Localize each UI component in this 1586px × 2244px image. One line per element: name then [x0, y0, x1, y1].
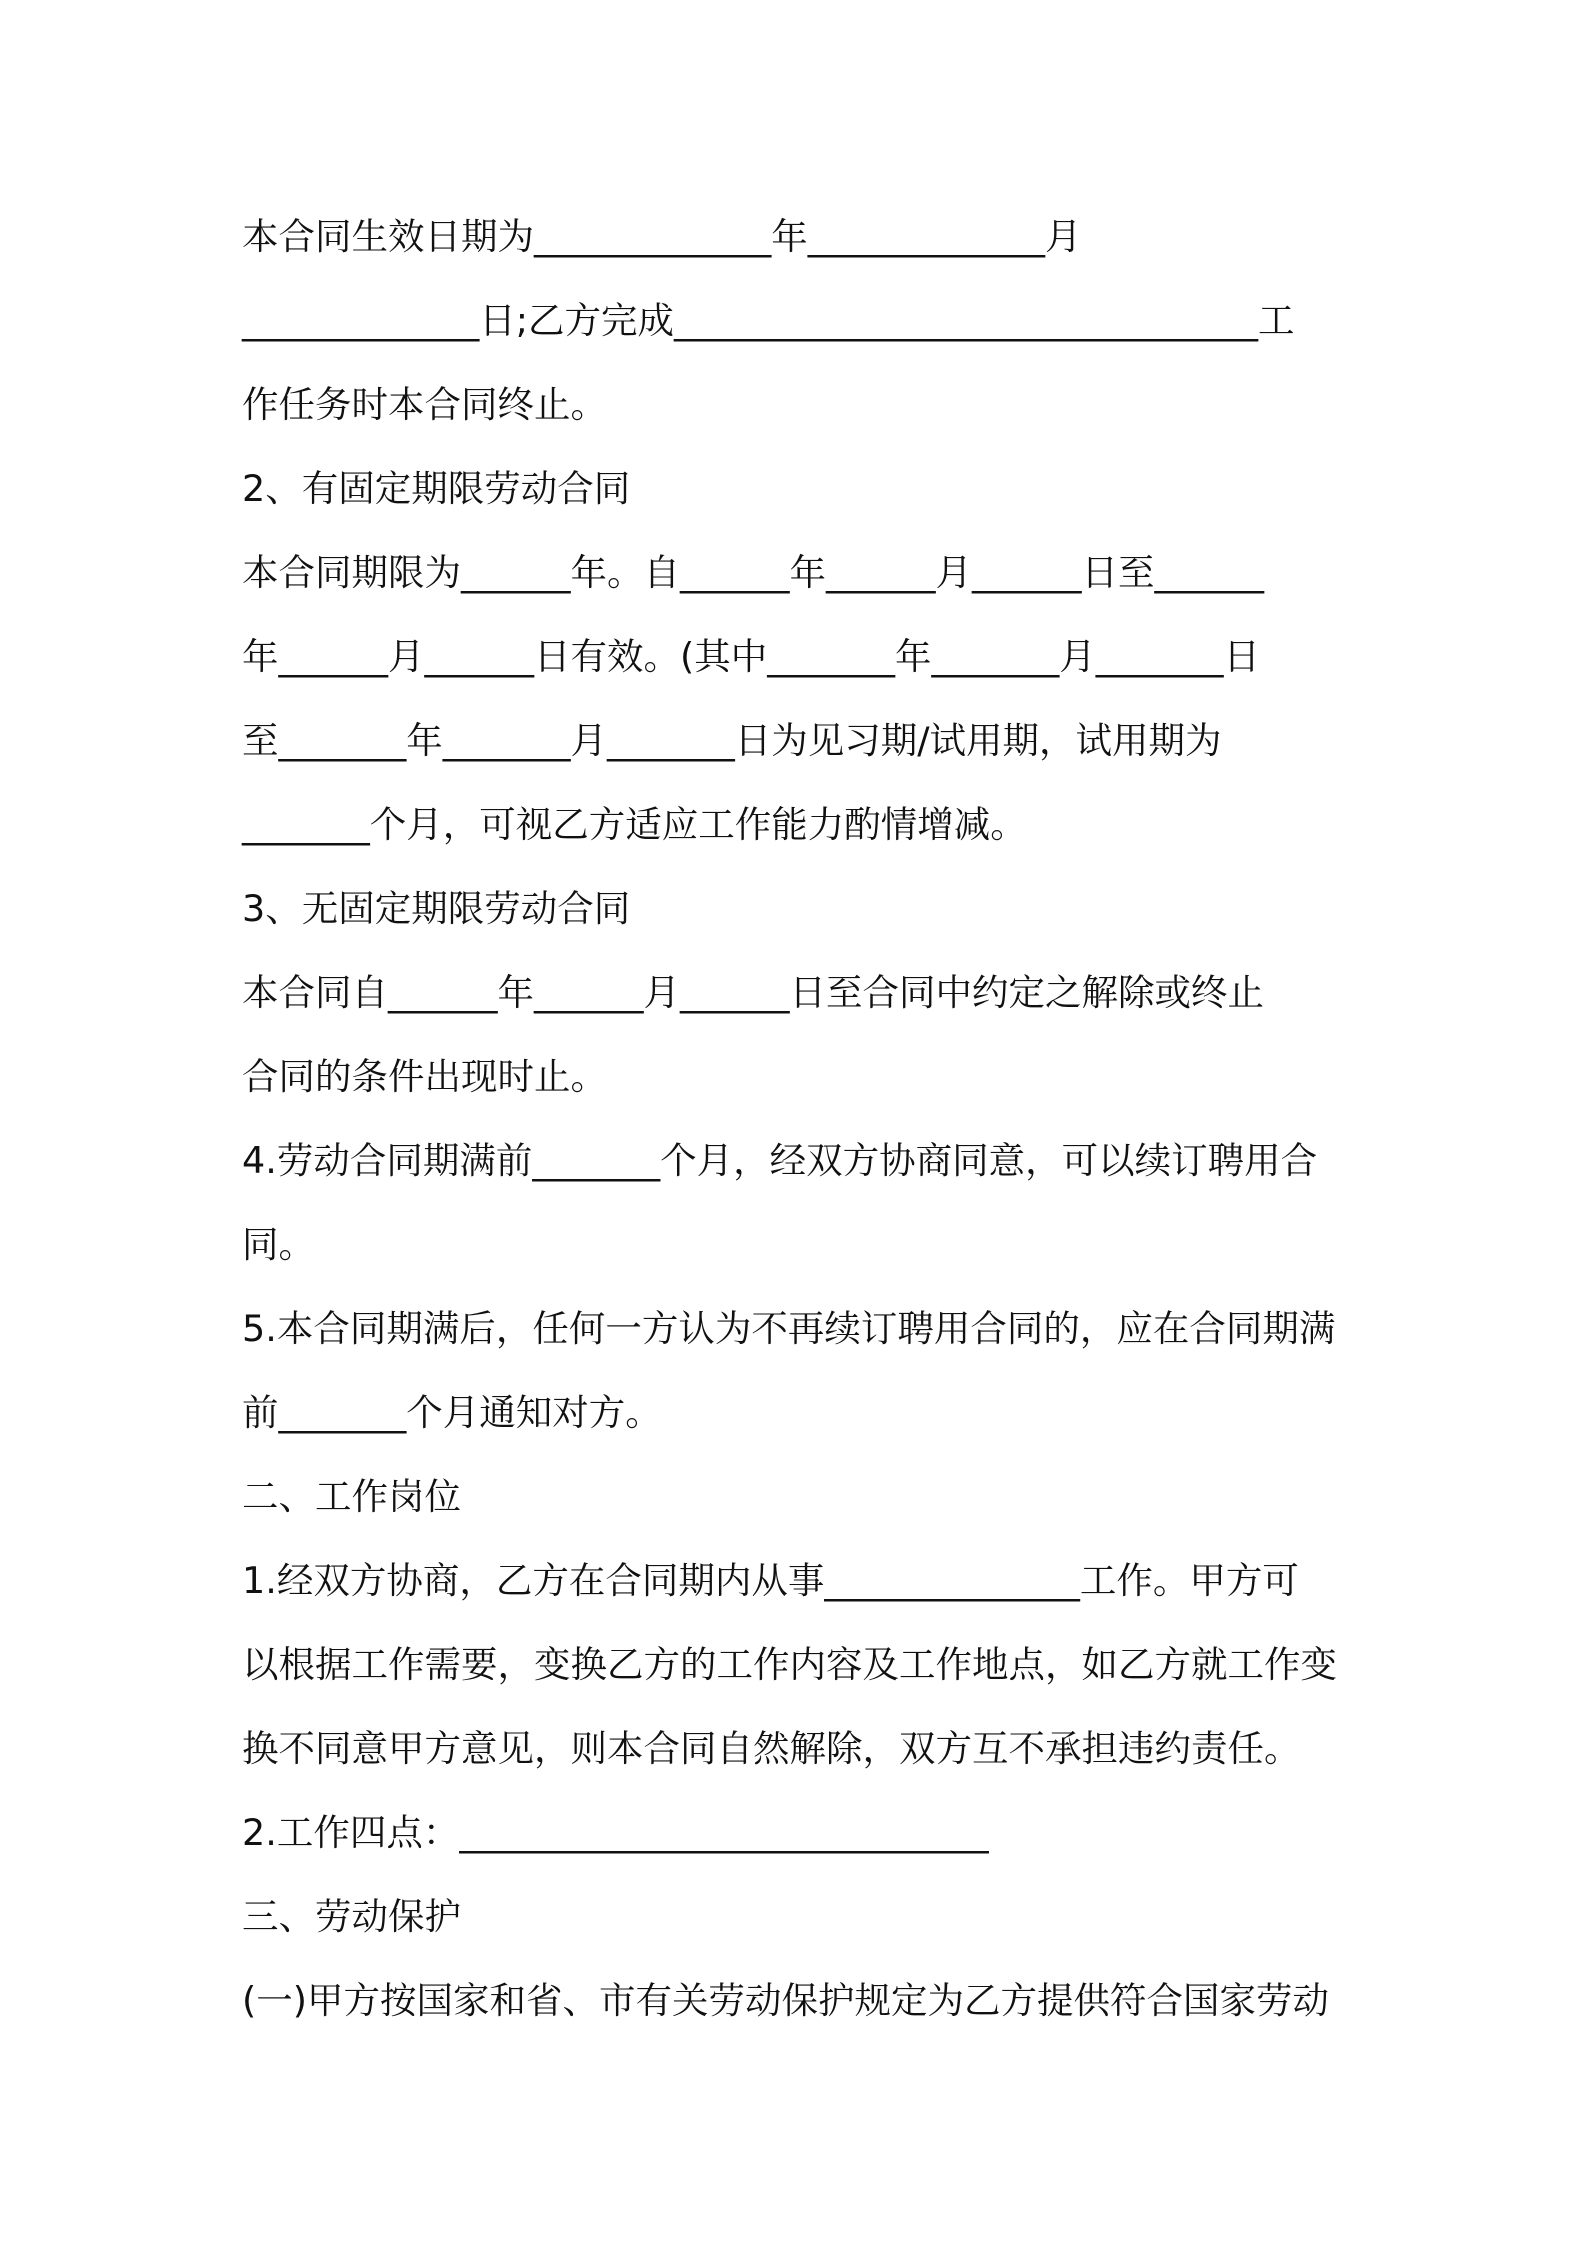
text-line: 本合同生效日期为_____________年_____________月: [242, 215, 1082, 258]
text-line: (一)甲方按国家和省、市有关劳动保护规定为乙方提供符合国家劳动: [242, 1979, 1329, 2022]
text-line: 本合同自______年______月______日至合同中约定之解除或终止: [242, 971, 1264, 1014]
section-heading: 三、劳动保护: [242, 1895, 461, 1938]
text-line: 换不同意甲方意见，则本合同自然解除，双方互不承担违约责任。: [242, 1727, 1301, 1770]
text-line: 作任务时本合同终止。: [242, 383, 607, 426]
text-line: 年______月______日有效。(其中_______年_______月_______日: [242, 635, 1260, 678]
section-heading: 二、工作岗位: [242, 1475, 461, 1518]
text-line: 前_______个月通知对方。: [242, 1391, 662, 1434]
text-line: _____________日;乙方完成________________________________工: [242, 299, 1295, 342]
text-line: 同。: [242, 1223, 315, 1266]
section-heading: 3、无固定期限劳动合同: [242, 887, 631, 930]
text-line: 至_______年_______月_______日为见习期/试用期，试用期为: [242, 719, 1222, 762]
text-line: 5.本合同期满后，任何一方认为不再续订聘用合同的，应在合同期满: [242, 1307, 1336, 1350]
text-line: _______个月，可视乙方适应工作能力酌情增减。: [242, 803, 1027, 846]
text-line: 合同的条件出现时止。: [242, 1055, 607, 1098]
text-line: 本合同期限为______年。自______年______月______日至______: [242, 551, 1264, 594]
document-body: [242, 195, 1362, 2043]
text-line: 2.工作四点：_____________________________: [242, 1811, 989, 1854]
text-line: 4.劳动合同期满前_______个月，经双方协商同意，可以续订聘用合: [242, 1139, 1318, 1182]
section-heading: 2、有固定期限劳动合同: [242, 467, 631, 510]
text-line: 以根据工作需要，变换乙方的工作内容及工作地点，如乙方就工作变: [242, 1643, 1337, 1686]
text-line: 1.经双方协商，乙方在合同期内从事______________工作。甲方可: [242, 1559, 1299, 1602]
